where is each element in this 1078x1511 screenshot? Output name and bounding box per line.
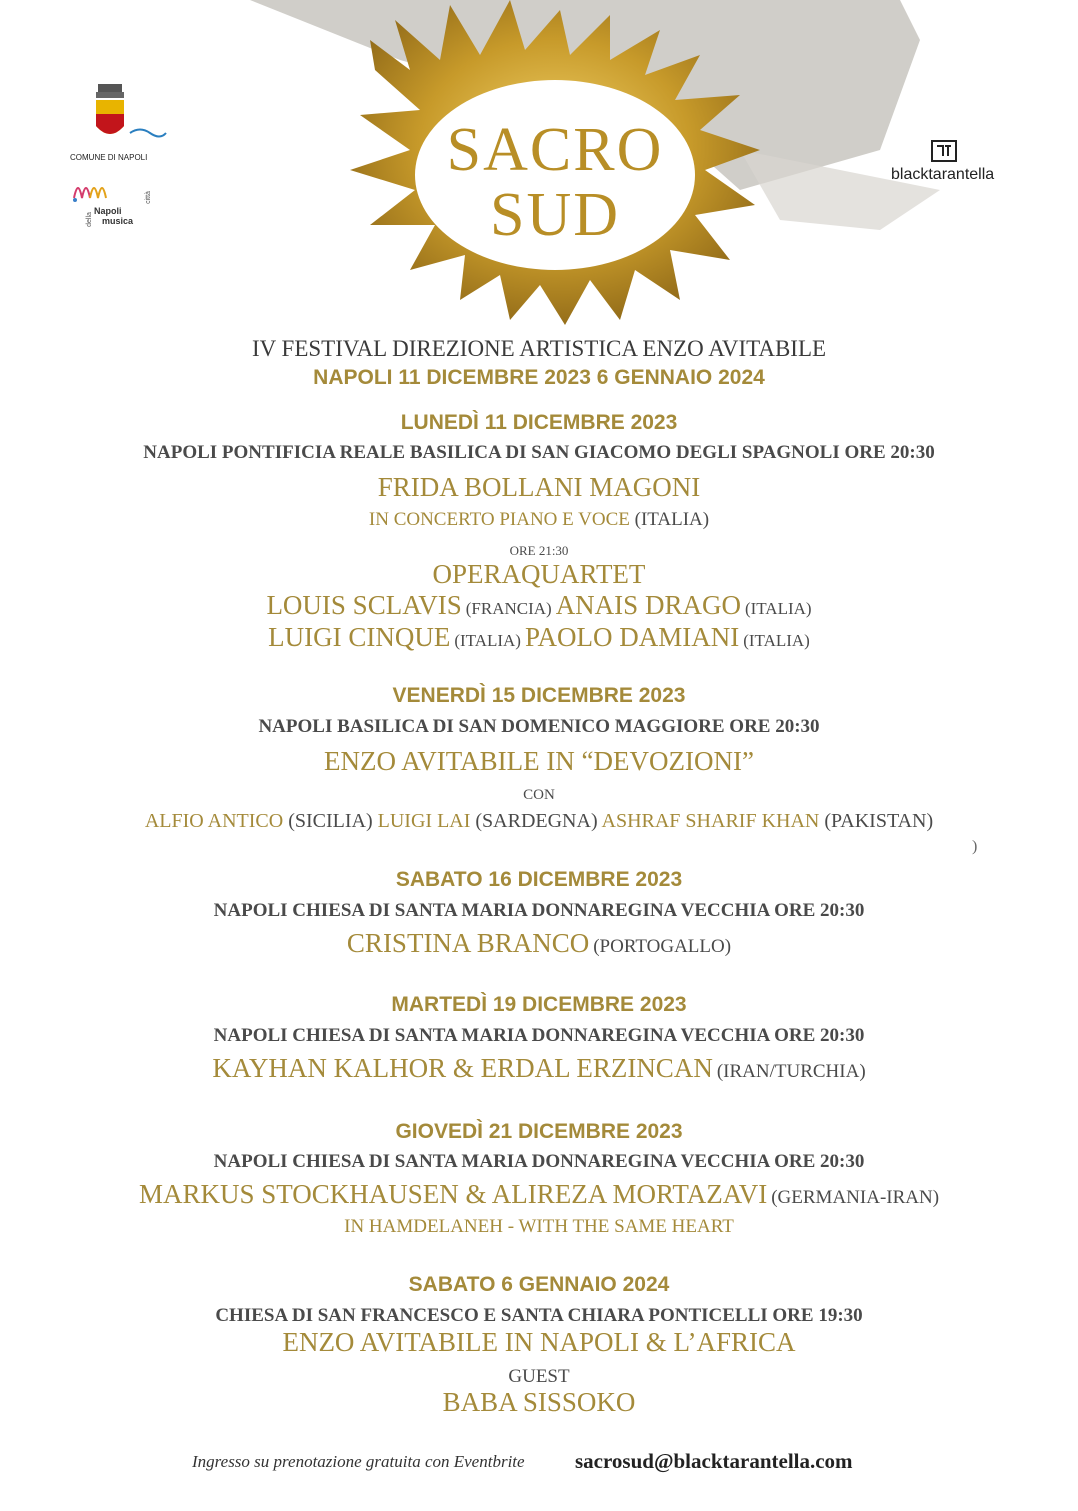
event-3-date: SABATO 16 DICEMBRE 2023 [395, 868, 683, 891]
event-6-guest: BABA SISSOKO [442, 1387, 636, 1417]
event-4-artist: KAYHAN KALHOR & ERDAL ERZINCAN [212, 1053, 713, 1083]
event-4-date: MARTEDÌ 19 DICEMBRE 2023 [391, 993, 687, 1016]
member-country: (FRANCIA) [465, 599, 552, 618]
event-3-country: (PORTOGALLO) [593, 936, 732, 957]
event-2-guests [0, 810, 1078, 833]
napoli-musica-label-2: musica [102, 216, 134, 226]
member-name: LUIGI CINQUE [268, 622, 451, 652]
event-5-performer [0, 1179, 1078, 1210]
event-1-artist: FRIDA BOLLANI MAGONI [377, 472, 701, 502]
event-6-guest-label: GUEST [508, 1366, 570, 1387]
event-1-date: LUNEDÌ 11 DICEMBRE 2023 [400, 411, 678, 434]
event-6-venue: CHIESA DI SAN FRANCESCO E SANTA CHIARA PONTICELLI ORE 19:30 [215, 1305, 863, 1326]
festival-dates: NAPOLI 11 DICEMBRE 2023 6 GENNAIO 2024 [313, 366, 765, 389]
member-country: (ITALIA) [744, 599, 812, 618]
event-6-artist: ENZO AVITABILE IN NAPOLI & L’AFRICA [282, 1327, 796, 1357]
coat-of-arms-icon [70, 78, 170, 148]
event-4-venue: NAPOLI CHIESA DI SANTA MARIA DONNAREGINA VECCHIA ORE 20:30 [213, 1025, 865, 1046]
event-5-subtitle: IN HAMDELANEH - WITH THE SAME HEART [344, 1216, 734, 1237]
event-2-artist: ENZO AVITABILE IN “DEVOZIONI” [324, 746, 754, 776]
napoli-musica-label-3: città [144, 191, 152, 204]
music-waves-icon [72, 176, 112, 206]
guest-country: (SICILIA) [288, 810, 373, 832]
event-1-members-row-2 [0, 622, 1078, 653]
footer-email[interactable]: sacrosud@blacktarantella.com [575, 1449, 853, 1473]
footer-note: Ingresso su prenotazione gratuita con Eventbrite [192, 1452, 525, 1471]
member-name: ANAIS DRAGO [555, 590, 741, 620]
guest-country: (SARDEGNA) [475, 810, 598, 832]
comune-label: COMUNE DI NAPOLI [70, 153, 148, 162]
guest-name: ASHRAF SHARIF KHAN [601, 810, 820, 832]
blacktarantella-logo [885, 140, 1005, 190]
napoli-musica-label-1: Napoli [94, 206, 122, 216]
event-3-artist: CRISTINA BRANCO [346, 928, 590, 958]
event-2-con: CON [523, 787, 555, 803]
event-3-performer [0, 928, 1078, 959]
member-name: PAOLO DAMIANI [524, 622, 740, 652]
blacktarantella-label: blacktarantella [891, 166, 995, 183]
event-5-venue: NAPOLI CHIESA DI SANTA MARIA DONNAREGINA VECCHIA ORE 20:30 [213, 1151, 865, 1172]
event-5-date: GIOVEDÌ 21 DICEMBRE 2023 [395, 1120, 683, 1143]
stray-parenthesis: ) [972, 838, 978, 855]
event-2-date: VENERDÌ 15 DICEMBRE 2023 [392, 684, 686, 707]
sacro-title: SACRO [446, 116, 664, 184]
member-country: (ITALIA) [743, 631, 810, 650]
napoli-musica-label-4: della [85, 212, 93, 227]
napoli-citta-della-musica-logo [72, 176, 162, 236]
event-1-venue: NAPOLI PONTIFICIA REALE BASILICA DI SAN GIACOMO DEGLI SPAGNOLI ORE 20:30 [143, 442, 935, 463]
event-3-venue: NAPOLI CHIESA DI SANTA MARIA DONNAREGINA VECCHIA ORE 20:30 [213, 900, 865, 921]
event-4-country: (IRAN/TURCHIA) [716, 1061, 866, 1082]
event-1-group: OPERAQUARTET [432, 559, 646, 589]
comune-di-napoli-logo [70, 78, 170, 168]
sud-title: SUD [489, 181, 621, 249]
member-country: (ITALIA) [454, 631, 521, 650]
event-5-artist: MARKUS STOCKHAUSEN & ALIREZA MORTAZAVI [138, 1179, 768, 1209]
member-name: LOUIS SCLAVIS [266, 590, 462, 620]
guest-name: LUIGI LAI [377, 810, 471, 832]
event-2-venue: NAPOLI BASILICA DI SAN DOMENICO MAGGIORE ORE 20:30 [258, 716, 820, 737]
event-6-date: SABATO 6 GENNAIO 2024 [408, 1273, 670, 1296]
event-1-subtitle-text: IN CONCERTO PIANO E VOCE [368, 509, 630, 530]
sacro-sud-logo [180, 0, 940, 330]
blacktarantella-icon [931, 140, 957, 162]
festival-line: IV FESTIVAL DIREZIONE ARTISTICA ENZO AVITABILE [251, 336, 827, 361]
guest-name: ALFIO ANTICO [144, 810, 284, 832]
event-4-performer [0, 1053, 1078, 1084]
event-1-second-time: ORE 21:30 [509, 543, 569, 558]
event-1-subtitle [0, 509, 1078, 531]
event-1-subtitle-country: (ITALIA) [634, 509, 710, 530]
guest-country: (PAKISTAN) [824, 810, 934, 832]
event-5-country: (GERMANIA-IRAN) [771, 1187, 940, 1208]
event-1-members-row-1 [0, 590, 1078, 621]
